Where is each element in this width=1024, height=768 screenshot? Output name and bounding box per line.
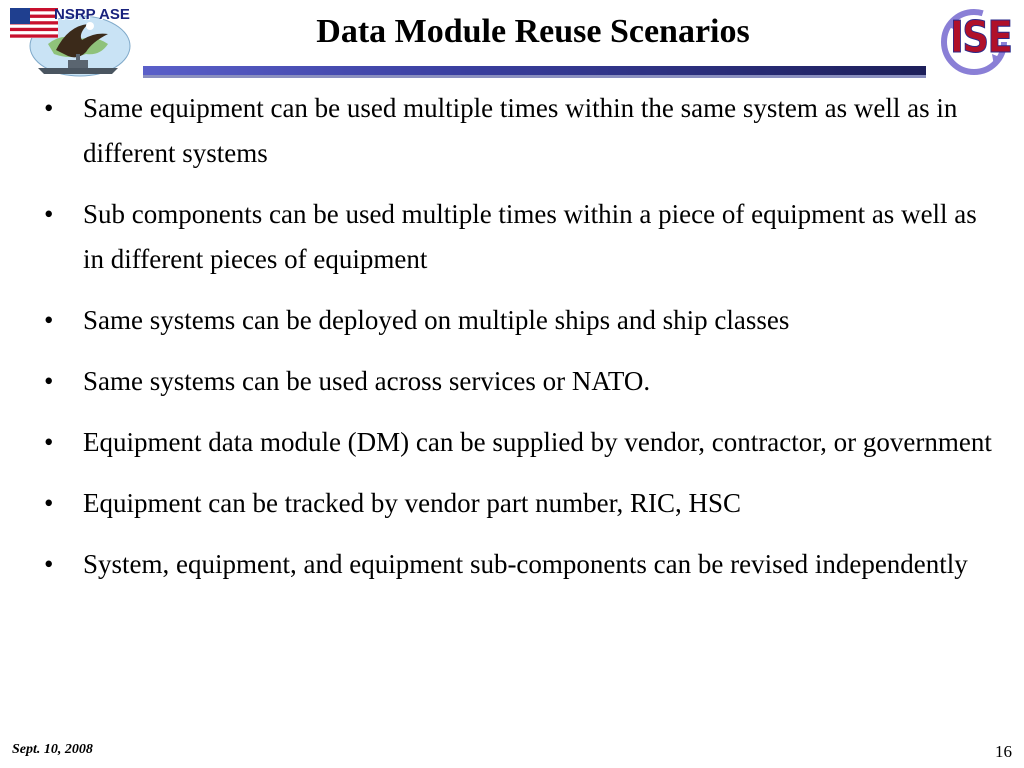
bullet-text: Same systems can be used across services or NATO. (83, 366, 651, 396)
nsrp-ase-logo-text: NSRP ASE (54, 6, 130, 23)
slide-title: Data Module Reuse Scenarios (316, 13, 750, 50)
bullet-item (44, 481, 1004, 526)
bullet-text: Equipment can be tracked by vendor part number, RIC, HSC (83, 488, 742, 518)
bullet-text: Equipment data module (DM) can be supplied by vendor, contractor, or government (83, 427, 992, 457)
title-underline-bar (143, 66, 926, 75)
footer-date: Sept. 10, 2008 (12, 742, 93, 757)
bullet-dot-icon: • (44, 305, 54, 335)
bullet-dot-icon: • (44, 427, 54, 457)
bullet-item (44, 192, 1004, 282)
bullet-list (44, 86, 1004, 603)
bullet-dot-icon: • (44, 549, 54, 579)
bullet-item (44, 86, 1004, 176)
bullet-dot-icon: • (44, 366, 54, 396)
page-number: 16 (995, 742, 1012, 761)
ise-logo-text: ISE (950, 12, 1012, 63)
bullet-item (44, 542, 1004, 587)
bullet-item (44, 359, 1004, 404)
bullet-text: Same equipment can be used multiple times within the same system as well as in different systems (83, 93, 958, 168)
title-underline-shadow (143, 75, 926, 78)
bullet-text: System, equipment, and equipment sub-components can be revised independently (83, 549, 968, 579)
bullet-dot-icon: • (44, 199, 54, 229)
bullet-item (44, 420, 1004, 465)
bullet-dot-icon: • (44, 93, 54, 123)
bullet-text: Sub components can be used multiple times within a piece of equipment as well as in different pieces of equipment (83, 199, 977, 274)
bullet-text: Same systems can be deployed on multiple ships and ship classes (83, 305, 790, 335)
bullet-dot-icon: • (44, 488, 54, 518)
bullet-item (44, 298, 1004, 343)
